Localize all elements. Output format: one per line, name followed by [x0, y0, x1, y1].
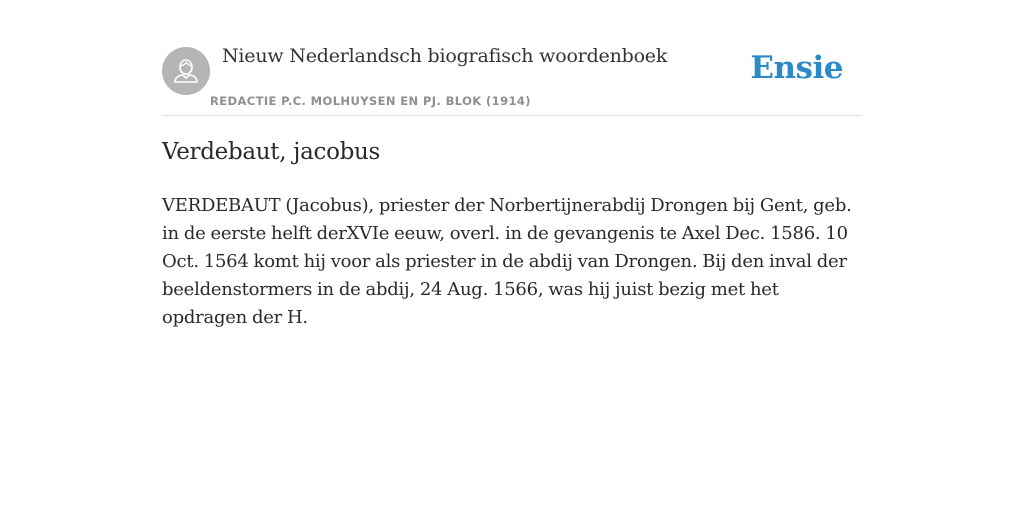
source-title[interactable]: Nieuw Nederlandsch biografisch woordenboek — [222, 45, 668, 67]
ensie-logo[interactable]: Ensie — [750, 50, 843, 86]
user-placeholder-icon — [162, 47, 210, 95]
article-card — [162, 0, 862, 512]
source-header — [162, 0, 862, 116]
source-editors: REDACTIE P.C. MOLHUYSEN EN PJ. BLOK (1914) — [210, 94, 531, 108]
entry-body: VERDEBAUT (Jacobus), priester der Norbertijnerabdij Drongen bij Gent, geb. in de eerste helft derXVIe eeuw, overl. in de gevangenis te Axel Dec. 1586. 10 Oct. 1564 komt hij voor als priester in de abdij van Drongen. Bij den inval der beeldenstormers in de abdij, 24 Aug. 1566, was hij juist bezig met het opdragen der H. — [162, 195, 852, 328]
entry-title: Verdebaut, jacobus — [162, 139, 381, 165]
